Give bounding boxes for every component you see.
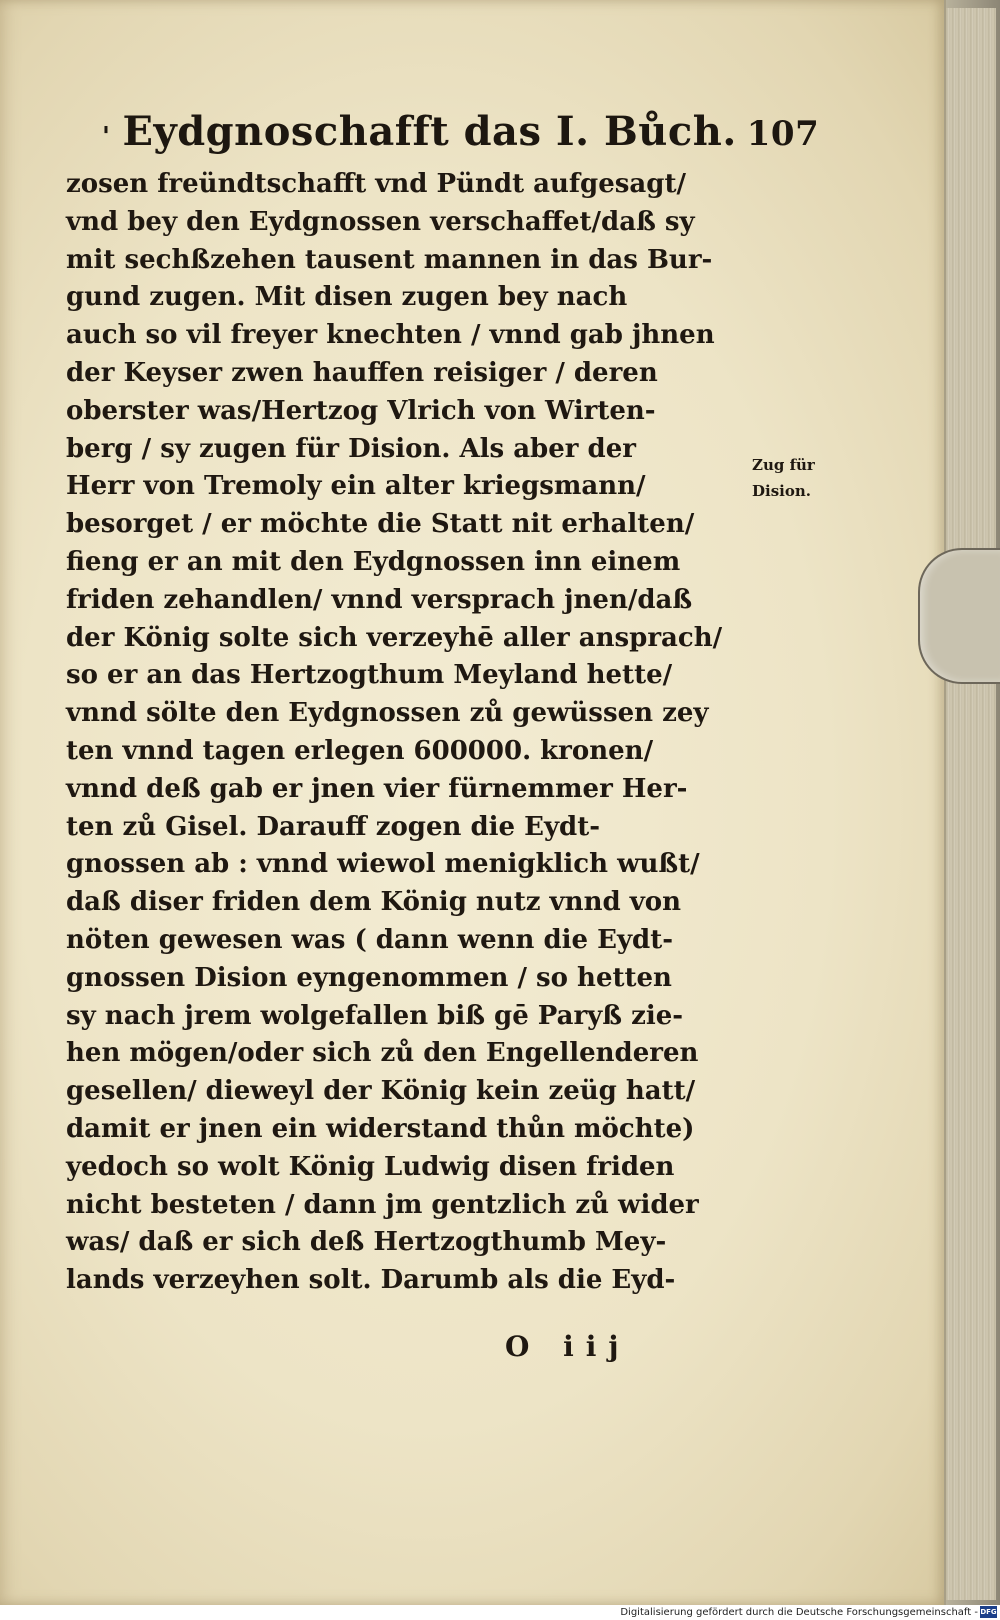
text-line: gesellen/ dieweyl der König kein zeüg hatt/	[66, 1076, 696, 1107]
text-line: besorget / er möchte die Statt nit erhalten/	[66, 509, 695, 540]
dfg-logo: DFG	[980, 1608, 997, 1616]
book-clasp-tab	[918, 548, 1000, 684]
text-line: ten vnnd tagen erlegen 600000. kronen/	[66, 735, 654, 766]
text-line: damit er jnen ein widerstand thůn möchte)	[66, 1113, 695, 1144]
text-line: daß diser friden dem König nutz vnnd von	[66, 887, 682, 918]
text-line: nicht besteten / dann jm gentzlich zů wider	[66, 1189, 699, 1220]
running-head	[102, 108, 820, 158]
text-line: vnnd deß gab er jnen vier fürnemmer Her-	[66, 773, 688, 804]
signature-mark: O iij	[505, 1330, 631, 1363]
text-line: mit sechßzehen tausent mannen in das Bur-	[66, 244, 713, 275]
page-edges	[944, 8, 996, 1600]
text-line: ten zů Gisel. Darauff zogen die Eydt-	[66, 811, 601, 842]
text-line: was/ daß er sich deß Hertzogthumb Mey-	[66, 1227, 667, 1258]
marginal-note-line: Zug für	[752, 456, 815, 474]
text-line: auch so vil freyer knechten / vnnd gab jhnen	[66, 320, 715, 351]
marginal-note	[752, 452, 842, 504]
text-line: zosen freündtschafft vnd Pündt aufgesagt/	[66, 169, 686, 199]
text-line: gund zugen. Mit disen zugen bey nach	[66, 282, 628, 313]
text-line: nöten gewesen was ( dann wenn die Eydt-	[66, 924, 674, 955]
text-line: yedoch so wolt König Ludwig disen friden	[66, 1151, 675, 1182]
running-head-title: Eydgnoschafft das I. Bůch.	[122, 108, 737, 155]
running-head-mark: '	[102, 122, 111, 152]
text-line: fieng er an mit den Eydgnossen inn einem	[66, 546, 681, 577]
body-text	[66, 166, 746, 1300]
text-line: gnossen Dision eyngenommen / so hetten	[66, 962, 672, 993]
text-line: vnnd sölte den Eydgnossen zů gewüssen zey	[66, 698, 709, 729]
text-line: so er an das Hertzogthum Meyland hette/	[66, 660, 673, 691]
text-line: gnossen ab : vnnd wiewol menigklich wußt/	[66, 849, 700, 880]
marginal-note-line: Dision.	[752, 482, 811, 500]
text-line: friden zehandlen/ vnnd versprach jnen/daß	[66, 584, 693, 615]
text-line: vnd bey den Eydgnossen verschaffet/daß sy	[66, 206, 695, 237]
text-line: der Keyser zwen hauffen reisiger / deren	[66, 357, 658, 388]
text-line: der König solte sich verzeyhē aller ansprach/	[66, 622, 723, 653]
text-line: sy nach jrem wolgefallen biß gē Paryß zie-	[66, 1000, 684, 1031]
text-line: Herr von Tremoly ein alter kriegsmann/	[66, 471, 646, 502]
page-number: 107	[746, 114, 820, 154]
text-line: lands verzeyhen solt. Darumb als die Eyd-	[66, 1265, 676, 1296]
text-line: oberster was/Hertzog Vlrich von Wirten-	[66, 395, 656, 426]
text-line: hen mögen/oder sich zů den Engellenderen	[66, 1038, 699, 1069]
digitization-credit: Digitalisierung gefördert durch die Deutsche Forschungsgemeinschaft -	[620, 1607, 978, 1618]
text-line: berg / sy zugen für Dision. Als aber der	[66, 433, 636, 464]
